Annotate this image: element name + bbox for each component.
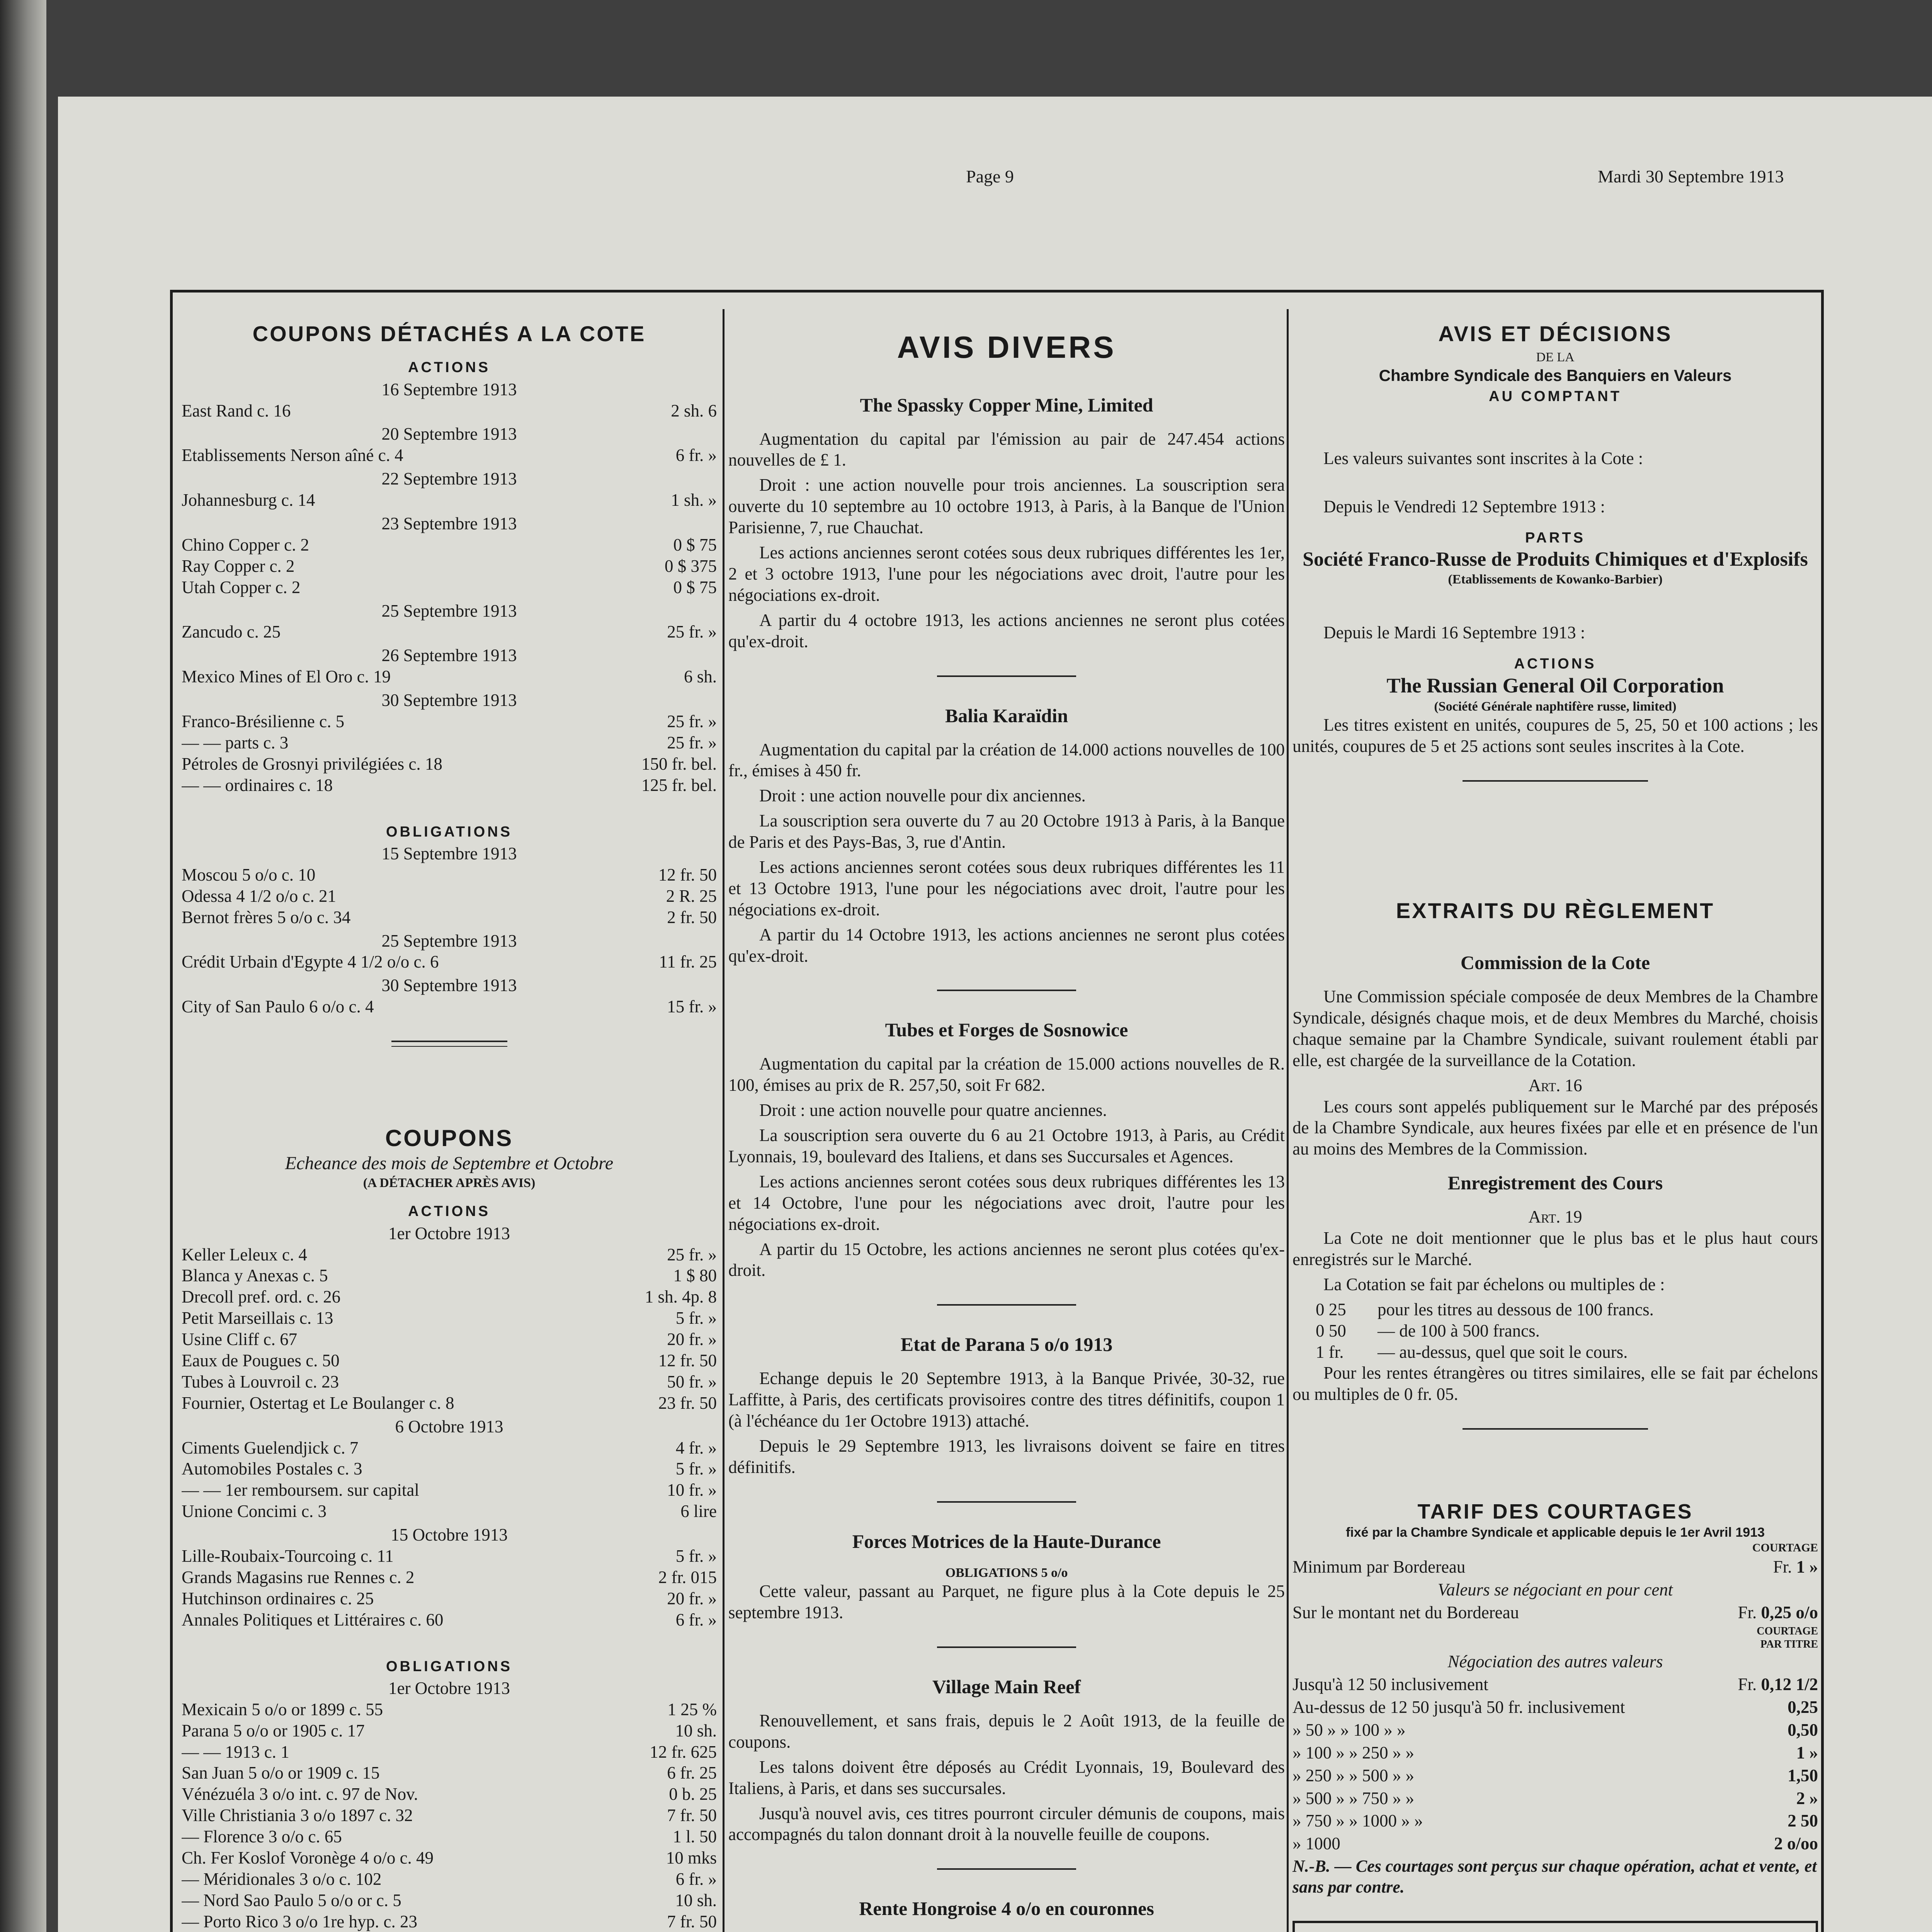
row-value: 5 fr. »	[675, 1308, 717, 1328]
date-heading: 30 Septembre 1913	[381, 976, 517, 995]
courtage-label: COURTAGE	[1752, 1541, 1818, 1554]
echelon-desc: — au-dessus, quel que soit le cours.	[1378, 1342, 1628, 1362]
row-value: 10 mks	[666, 1848, 717, 1868]
row-label: — — 1er remboursem. sur capital	[182, 1480, 419, 1500]
article-separator	[937, 1646, 1076, 1648]
row-value: 1 sh. 4p. 8	[645, 1287, 717, 1307]
since-date-1: Depuis le Vendredi 12 Septembre 1913 :	[1323, 497, 1605, 517]
tarif-unit: Fr.	[1738, 1675, 1757, 1694]
table-row	[182, 621, 717, 643]
row-label: Petit Marseillais c. 13	[182, 1308, 333, 1328]
table-row	[182, 1784, 717, 1805]
table-row	[182, 1847, 717, 1869]
row-label: Ch. Fer Koslof Voronège 4 o/o c. 49	[182, 1848, 434, 1868]
art-19-label: Art. 19	[1528, 1207, 1582, 1227]
art-16-text: Les cours sont appelés publiquement sur le Marché par des préposés de la Chambre Syndicale, aux heures fixées par elle et en présence de l'un au moins des Membres de la Commission.	[1293, 1097, 1818, 1159]
row-value: 7 fr. 50	[667, 1806, 717, 1825]
page-binding-edge	[0, 0, 46, 1932]
article-paragraph: La souscription sera ouverte du 6 au 21 Octobre 1913, à Paris, au Crédit Lyonnais, 19, boulevard des Italiens, et dans ses Succursales et Agences.	[728, 1126, 1285, 1166]
row-label: Lille-Roubaix-Tourcoing c. 11	[182, 1546, 394, 1566]
tarif-row	[1293, 1719, 1818, 1741]
company-1-sub: (Etablissements de Kowanko-Barbier)	[1448, 572, 1663, 587]
row-label: Odessa 4 1/2 o/o c. 21	[182, 886, 336, 906]
row-label: Ray Copper c. 2	[182, 556, 295, 576]
row-label: Franco-Brésilienne c. 5	[182, 712, 345, 731]
row-label: Hutchinson ordinaires c. 25	[182, 1588, 374, 1608]
separator	[1463, 1428, 1648, 1430]
date-heading: 30 Septembre 1913	[381, 690, 517, 710]
row-value: 4 fr. »	[675, 1438, 717, 1458]
table-row	[182, 1308, 717, 1329]
row-label: Ville Christiania 3 o/o 1897 c. 32	[182, 1806, 413, 1825]
row-label: Drecoll pref. ord. c. 26	[182, 1287, 341, 1307]
date-heading: 6 Octobre 1913	[395, 1417, 503, 1436]
row-value: 10 fr. »	[667, 1480, 717, 1500]
right-column	[1293, 321, 1818, 1932]
company-2-text: Les titres existent en unités, coupures de 5, 25, 50 et 100 actions ; les unités, coupures de 5 et 25 actions sont seules inscrites à la Cote.	[1293, 715, 1818, 756]
tarif-row	[1293, 1742, 1818, 1764]
avis-decisions-sub3: AU COMPTANT	[1489, 388, 1622, 405]
coupons-actions-label: ACTIONS	[408, 1203, 490, 1220]
tarif-row	[1293, 1697, 1818, 1718]
row-value: 7 fr. 50	[667, 1912, 717, 1931]
article-separator	[937, 675, 1076, 677]
row-value: 6 fr. »	[675, 446, 717, 465]
table-row	[182, 753, 717, 775]
tarif-value: 0,50	[1787, 1720, 1818, 1740]
coupons-title: COUPONS	[385, 1125, 514, 1151]
article-paragraph: Droit : une action nouvelle pour trois anciennes. La souscription sera ouverte du 10 septembre au 10 octobre 1913, à Paris, à la Banque de l'Union Parisienne, 7, rue Chauchat.	[728, 475, 1285, 537]
company-1-name: Société Franco-Russe de Produits Chimiques et d'Explosifs	[1303, 548, 1808, 570]
row-label: Moscou 5 o/o c. 10	[182, 865, 316, 884]
article-paragraph: Les talons doivent être déposés au Crédit Lyonnais, 19, Boulevard des Italiens, à Paris, et dans ses succursales.	[728, 1757, 1285, 1798]
column-rule-1	[723, 309, 724, 1932]
table-row	[182, 1588, 717, 1609]
row-value: 6 fr. »	[675, 1869, 717, 1889]
tarif-value-wrap	[1793, 1788, 1818, 1809]
table-row	[182, 1609, 717, 1631]
row-label: — Porto Rico 3 o/o 1re hyp. c. 23	[182, 1912, 417, 1931]
tarif-value-wrap	[1784, 1719, 1818, 1741]
tarif-value-wrap	[1793, 1742, 1818, 1764]
table-row	[182, 1911, 717, 1932]
company-2-sub: (Société Générale naphtifère russe, limited)	[1434, 699, 1677, 714]
row-value: 1 $ 80	[673, 1266, 717, 1286]
row-value: 150 fr. bel.	[641, 754, 717, 774]
table-row	[182, 1869, 717, 1890]
date-heading: 1er Octobre 1913	[388, 1678, 510, 1698]
row-value: 2 fr. 50	[667, 907, 717, 927]
echelon-desc: pour les titres au dessous de 100 francs.	[1378, 1299, 1654, 1319]
commission-text: Une Commission spéciale composée de deux Membres de la Chambre Syndicale, désignés chaque mois, et de deux Membres du Marché, choisis chaque semaine par la Chambre Syndicale, suivant roulement établi par elle, est chargée de la surveillance de la Cotation.	[1293, 987, 1818, 1070]
tarif-row	[1293, 1833, 1818, 1854]
tarif-label: » 750 » » 1000 » »	[1293, 1811, 1423, 1831]
table-row	[182, 577, 717, 598]
tarif-value: 0,12 1/2	[1761, 1675, 1818, 1694]
tarif-note: N.-B. — Ces courtages sont perçus sur chaque opération, achat et vente, et sans par contre.	[1293, 1857, 1817, 1896]
date-heading: 26 Septembre 1913	[381, 646, 517, 665]
tarif-value: 2 »	[1796, 1788, 1818, 1808]
table-row	[182, 1393, 717, 1414]
tarif-value: 0,25	[1787, 1697, 1818, 1717]
row-label: Blanca y Anexas c. 5	[182, 1266, 328, 1286]
column-rule-2	[1287, 309, 1289, 1932]
row-value: 1 sh. »	[671, 490, 717, 510]
row-value: 5 fr. »	[675, 1546, 717, 1566]
row-value: 12 fr. 625	[650, 1742, 717, 1762]
row-label: Chino Copper c. 2	[182, 535, 309, 554]
article-paragraph: Renouvellement, et sans frais, depuis le 2 Août 1913, de la feuille de coupons.	[728, 1711, 1285, 1752]
tarif-value-wrap	[1784, 1697, 1818, 1718]
tarif-label: » 100 » » 250 » »	[1293, 1743, 1414, 1762]
article-paragraph: Augmentation du capital par la création de 15.000 actions nouvelles de R. 100, émises au prix de R. 257,50, soit Fr 682.	[728, 1054, 1285, 1095]
article-paragraph: Depuis le 29 Septembre 1913, les livraisons doivent se faire en titres définitifs.	[728, 1436, 1285, 1477]
coupons-actions-list	[182, 1223, 717, 1631]
tarif-rows	[1293, 1674, 1818, 1854]
tarif-value-wrap	[1734, 1674, 1818, 1695]
row-label: Grands Magasins rue Rennes c. 2	[182, 1567, 415, 1587]
article-paragraph: A partir du 4 octobre 1913, les actions anciennes ne seront plus cotées qu'ex-droit.	[728, 610, 1285, 651]
reglement-title: EXTRAITS DU RÈGLEMENT	[1396, 898, 1715, 923]
tarif-row	[1293, 1765, 1818, 1786]
row-label: Pétroles de Grosnyi privilégiées c. 18	[182, 754, 442, 774]
row-label: Bernot frères 5 o/o c. 34	[182, 907, 351, 927]
row-value: 10 sh.	[675, 1721, 717, 1740]
row-label: Ciments Guelendjick c. 7	[182, 1438, 359, 1458]
article-separator	[937, 1868, 1076, 1870]
row-value: 11 fr. 25	[659, 952, 717, 972]
separator	[1463, 780, 1648, 782]
row-value: 0 b. 25	[669, 1784, 717, 1804]
echelon-value: 0 25	[1316, 1299, 1346, 1319]
article-separator	[937, 1304, 1076, 1306]
row-value: 6 sh.	[684, 667, 717, 687]
article-title: Etat de Parana 5 o/o 1913	[900, 1333, 1113, 1355]
row-value: 23 fr. 50	[658, 1393, 717, 1413]
coupons-subtitle: Echeance des mois de Septembre et Octobre	[285, 1153, 614, 1174]
table-row	[182, 951, 717, 973]
parts-label: PARTS	[1525, 530, 1585, 546]
row-value: 125 fr. bel.	[641, 775, 717, 795]
table-row	[182, 996, 717, 1017]
table-row	[182, 907, 717, 928]
row-label: Mexicain 5 o/o or 1899 c. 55	[182, 1699, 383, 1719]
coupons-detaches-title: COUPONS DÉTACHÉS A LA COTE	[252, 321, 646, 346]
tarif-row	[1293, 1788, 1818, 1809]
obligations-list	[182, 843, 717, 1017]
table-row	[182, 445, 717, 466]
articles-list	[728, 393, 1285, 1932]
row-value: 6 fr. »	[675, 1610, 717, 1629]
tarif-value-wrap	[1770, 1833, 1818, 1854]
article-paragraph: Cette valeur, passant au Parquet, ne figure plus à la Cote depuis le 25 septembre 1913.	[728, 1582, 1285, 1622]
echelon-row	[1293, 1299, 1818, 1320]
row-value: 12 fr. 50	[658, 1350, 717, 1370]
article-title: Forces Motrices de la Haute-Durance	[852, 1530, 1161, 1552]
tarif-row	[1293, 1810, 1818, 1832]
row-label: — Méridionales 3 o/o c. 102	[182, 1869, 382, 1889]
row-value: 1 25 %	[667, 1699, 717, 1719]
obligations-label: OBLIGATIONS	[386, 823, 513, 840]
tarif-neg-1: Valeurs se négociant en pour cent	[1437, 1580, 1673, 1600]
date-heading: 25 Septembre 1913	[381, 601, 517, 621]
row-label: Johannesburg c. 14	[182, 490, 315, 510]
tarif-neg-2: Négociation des autres valeurs	[1447, 1652, 1663, 1672]
tarif-value: 2 o/oo	[1774, 1834, 1818, 1854]
table-row	[182, 1890, 717, 1911]
row-label: Vénézuéla 3 o/o int. c. 97 de Nov.	[182, 1784, 418, 1804]
table-row	[182, 400, 717, 422]
row-value: 20 fr. »	[667, 1330, 717, 1349]
row-label: City of San Paulo 6 o/o c. 4	[182, 997, 374, 1017]
article-paragraph: A partir du 14 Octobre 1913, les actions anciennes ne seront plus cotées qu'ex-droit.	[728, 925, 1285, 966]
table-row	[182, 1458, 717, 1480]
row-value: 15 fr. »	[667, 997, 717, 1017]
courtage-par-titre-label: COURTAGE PAR TITRE	[1757, 1625, 1818, 1651]
table-row	[182, 1286, 717, 1308]
art-19-text-1: La Cote ne doit mentionner que le plus bas et le plus haut cours enregistrés sur le Marché.	[1293, 1228, 1818, 1269]
row-value: 2 sh. 6	[671, 401, 717, 420]
table-row	[182, 1350, 717, 1371]
art-16-label: Art. 16	[1528, 1075, 1582, 1095]
table-row	[182, 1265, 717, 1286]
article-paragraph: Les actions anciennes seront cotées sous deux rubriques différentes les 13 et 14 Octobre, l'une pour les négociations avec droit, l'autre pour les négociations ex-droit.	[728, 1172, 1285, 1234]
date-heading: 16 Septembre 1913	[381, 379, 517, 399]
row-value: 6 lire	[680, 1502, 717, 1521]
tarif-value-wrap	[1784, 1765, 1818, 1786]
article-title: The Spassky Copper Mine, Limited	[860, 394, 1153, 416]
table-row	[182, 534, 717, 556]
row-value: 1 l. 50	[673, 1827, 717, 1847]
tarif-label: Au-dessus de 12 50 jusqu'à 50 fr. inclusivement	[1293, 1697, 1625, 1717]
actions-list	[182, 379, 717, 796]
echelon-value: 1 fr.	[1316, 1342, 1344, 1362]
row-value: 2 R. 25	[666, 886, 717, 906]
tarif-value: 1,50	[1787, 1765, 1818, 1785]
table-row	[182, 1826, 717, 1847]
section-separator	[391, 1041, 507, 1047]
row-value: 25 fr. »	[667, 622, 717, 642]
table-row	[182, 1501, 717, 1522]
row-value: 25 fr. »	[667, 1245, 717, 1264]
article-paragraph: Augmentation du capital par l'émission au pair de 247.454 actions nouvelles de £ 1.	[728, 429, 1285, 470]
page-number: Page 9	[966, 167, 1014, 186]
table-row	[182, 1244, 717, 1265]
table-row	[182, 1762, 717, 1784]
table-row	[182, 775, 717, 796]
left-column	[182, 321, 717, 1932]
row-label: Utah Copper c. 2	[182, 577, 301, 597]
coupons-obligations-label: OBLIGATIONS	[386, 1658, 513, 1675]
art-19-text-3: Pour les rentes étrangères ou titres similaires, elle se fait par échelons ou multiples de 0 fr. 05.	[1293, 1363, 1818, 1404]
coupons-note: (A DÉTACHER APRÈS AVIS)	[363, 1175, 536, 1190]
table-row	[182, 1699, 717, 1720]
row-value: 0 $ 75	[673, 577, 717, 597]
article-paragraph: A partir du 15 Octobre, les actions anciennes ne seront plus cotées qu'ex-droit.	[728, 1239, 1285, 1280]
row-label: — — parts c. 3	[182, 733, 289, 752]
article-title: Village Main Reef	[932, 1676, 1081, 1698]
avis-decisions-sub2: Chambre Syndicale des Banquiers en Valeurs	[1379, 366, 1732, 384]
date-heading: 15 Septembre 1913	[381, 844, 517, 863]
table-row	[182, 556, 717, 577]
row-label: Annales Politiques et Littéraires c. 60	[182, 1610, 444, 1629]
coupons-obligations-list	[182, 1678, 717, 1932]
row-label: Keller Leleux c. 4	[182, 1245, 307, 1264]
enregistrement-title: Enregistrement des Cours	[1447, 1172, 1663, 1194]
tarif-row-net: Sur le montant net du Bordereau Fr. 0,25 o/o	[1293, 1602, 1818, 1622]
tarif-label: Jusqu'à 12 50 inclusivement	[1293, 1675, 1488, 1694]
article-title: Balia Karaïdin	[945, 704, 1068, 726]
row-label: — Florence 3 o/o c. 65	[182, 1827, 342, 1847]
row-label: Eaux de Pougues c. 50	[182, 1350, 340, 1370]
row-value: 50 fr. »	[667, 1372, 717, 1391]
row-value: 25 fr. »	[667, 733, 717, 752]
row-label: Zancudo c. 25	[182, 622, 281, 642]
row-value: 0 $ 375	[665, 556, 717, 576]
article-paragraph: Les actions anciennes seront cotées sous deux rubriques différentes les 11 et 13 Octobre 1913, l'une pour les négociations avec droit, l'autre pour les négociations ex-droit.	[728, 857, 1285, 919]
company-2-name: The Russian General Oil Corporation	[1386, 673, 1724, 697]
article-paragraph: Echange depuis le 20 Septembre 1913, à la Banque Privée, 30-32, rue Laffitte, à Paris, des certificats provisoires contre des titres définitifs, coupon 1 (à l'échéance du 1er Octobre 1913) attaché.	[728, 1369, 1285, 1431]
tarif-value: 1 »	[1796, 1743, 1818, 1762]
commission-title: Commission de la Cote	[1460, 952, 1650, 974]
row-label: San Juan 5 o/o or 1909 c. 15	[182, 1763, 380, 1783]
row-label: Tubes à Louvroil c. 23	[182, 1372, 339, 1391]
date-heading: 22 Septembre 1913	[381, 469, 517, 489]
table-row	[182, 886, 717, 907]
tarif-label: » 250 » » 500 » »	[1293, 1765, 1414, 1785]
row-label: Parana 5 o/o or 1905 c. 17	[182, 1721, 365, 1740]
inscription-intro: Les valeurs suivantes sont inscrites à la Cote :	[1323, 449, 1643, 468]
row-value: 25 fr. »	[667, 712, 717, 731]
echelons-list	[1293, 1299, 1818, 1363]
echelon-value: 0 50	[1316, 1321, 1346, 1340]
since-date-2: Depuis le Mardi 16 Septembre 1913 :	[1323, 623, 1585, 643]
row-value: 10 sh.	[675, 1890, 717, 1910]
tarif-label: » 1000	[1293, 1834, 1340, 1854]
table-row	[182, 1546, 717, 1567]
echelon-desc: — de 100 à 500 francs.	[1378, 1321, 1540, 1340]
cote-hebdomadaire-box	[1293, 1921, 1818, 1932]
tarif-label: » 500 » » 750 » »	[1293, 1788, 1414, 1808]
table-row	[182, 864, 717, 886]
article-paragraph: La souscription sera ouverte du 7 au 20 Octobre 1913 à Paris, à la Banque de Paris et des Pays-Bas, 3, rue d'Antin.	[728, 811, 1285, 852]
article-subtitle: OBLIGATIONS 5 o/o	[945, 1565, 1068, 1580]
row-label: Crédit Urbain d'Egypte 4 1/2 o/o c. 6	[182, 952, 439, 972]
row-label: Fournier, Ostertag et Le Boulanger c. 8	[182, 1393, 454, 1413]
date-heading: 25 Septembre 1913	[381, 931, 517, 951]
middle-column	[728, 321, 1285, 1932]
row-label: — — 1913 c. 1	[182, 1742, 289, 1762]
actions-label-right: ACTIONS	[1514, 656, 1597, 672]
tarif-title: TARIF DES COURTAGES	[1417, 1500, 1693, 1524]
article-separator	[937, 1501, 1076, 1503]
table-row	[182, 1742, 717, 1763]
tarif-value-wrap	[1784, 1810, 1818, 1832]
tarif-value: 2 50	[1787, 1811, 1818, 1831]
echelon-row	[1293, 1342, 1818, 1363]
row-value: 0 $ 75	[673, 535, 717, 554]
echelon-row	[1293, 1320, 1818, 1342]
date-heading: 15 Octobre 1913	[391, 1525, 508, 1545]
row-label: East Rand c. 16	[182, 401, 291, 420]
avis-decisions-sub1: DE LA	[1536, 350, 1575, 365]
article-paragraph: Augmentation du capital par la création de 14.000 actions nouvelles de 100 fr., émises à 450 fr.	[728, 740, 1285, 781]
table-row	[182, 1437, 717, 1459]
row-label: — Nord Sao Paulo 5 o/o or c. 5	[182, 1890, 401, 1910]
table-row	[182, 666, 717, 687]
article-paragraph: Droit : une action nouvelle pour dix anciennes.	[759, 786, 1086, 806]
article-paragraph: Les actions anciennes seront cotées sous deux rubriques différentes les 1er, 2 et 3 octobre 1913, l'une pour les négociations avec droit, l'autre pour les négociations ex-droit.	[728, 543, 1285, 605]
tarif-row-minimum: Minimum par Bordereau Fr. 1 »	[1293, 1557, 1818, 1577]
table-row	[182, 1567, 717, 1588]
article-title: Rente Hongroise 4 o/o en couronnes	[859, 1898, 1154, 1920]
row-label: Etablissements Nerson aîné c. 4	[182, 446, 403, 465]
table-row	[182, 1805, 717, 1826]
table-row	[182, 1480, 717, 1501]
tarif-row	[1293, 1674, 1818, 1695]
avis-divers-title: AVIS DIVERS	[897, 330, 1116, 364]
date-heading: 1er Octobre 1913	[388, 1223, 510, 1243]
tarif-subtitle: fixé par la Chambre Syndicale et applicable depuis le 1er Avril 1913	[1345, 1525, 1765, 1540]
table-row	[182, 1329, 717, 1350]
row-label: Unione Concimi c. 3	[182, 1502, 327, 1521]
article-paragraph: Jusqu'à nouvel avis, ces titres pourront circuler démunis de coupons, mais accompagnés du talon donnant droit à la nouvelle feuille de coupons.	[728, 1803, 1285, 1844]
date-heading: 20 Septembre 1913	[381, 424, 517, 444]
actions-label: ACTIONS	[408, 359, 490, 376]
date-heading: 23 Septembre 1913	[381, 514, 517, 534]
tarif-label: » 50 » » 100 » »	[1293, 1720, 1406, 1740]
article-separator	[937, 990, 1076, 991]
row-value: 6 fr. 25	[667, 1763, 717, 1783]
table-row	[182, 732, 717, 753]
row-value: 12 fr. 50	[658, 865, 717, 884]
art-19-text-2: La Cotation se fait par échelons ou multiples de :	[1323, 1274, 1665, 1294]
row-label: Usine Cliff c. 67	[182, 1330, 298, 1349]
avis-decisions-title: AVIS ET DÉCISIONS	[1438, 321, 1672, 346]
table-row	[182, 490, 717, 511]
page-date: Mardi 30 Septembre 1913	[1598, 167, 1784, 186]
row-value: 2 fr. 015	[658, 1567, 717, 1587]
table-row	[182, 711, 717, 732]
tarif-section	[1293, 1499, 1818, 1897]
row-value: 20 fr. »	[667, 1588, 717, 1608]
row-label: — — ordinaires c. 18	[182, 775, 333, 795]
row-value: 5 fr. »	[675, 1459, 717, 1479]
row-label: Automobiles Postales c. 3	[182, 1459, 362, 1479]
article-title: Tubes et Forges de Sosnowice	[885, 1019, 1128, 1041]
table-row	[182, 1720, 717, 1742]
article-paragraph: Droit : une action nouvelle pour quatre anciennes.	[759, 1100, 1107, 1120]
row-label: Mexico Mines of El Oro c. 19	[182, 667, 391, 687]
table-row	[182, 1371, 717, 1393]
